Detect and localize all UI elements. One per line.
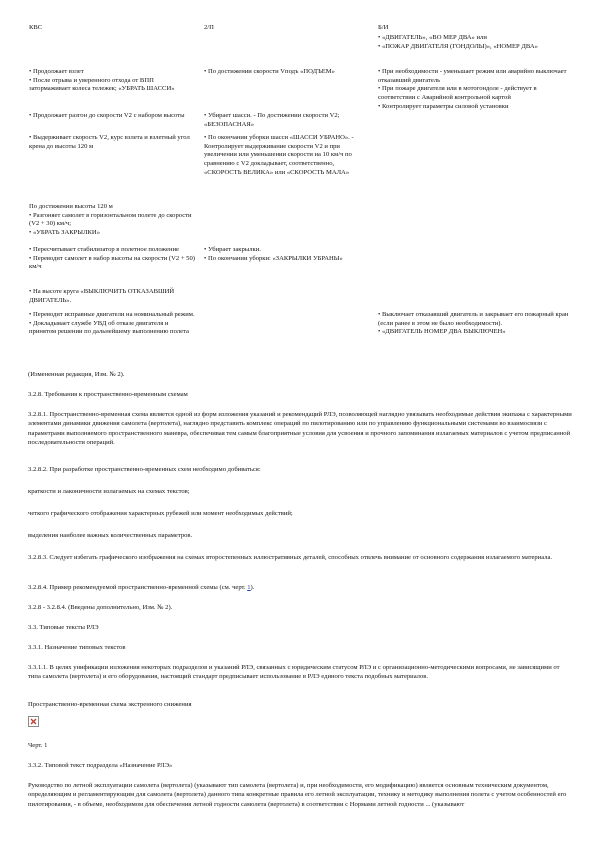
table-cell-r2-c1: • Убирает шасси. - По достижении скорости V2; «БЕЗОПАСНАЯ» (204, 112, 340, 128)
table-cell-r6-c0: • На высоте круга «ВЫКЛЮЧИТЬ ОТКАЗАВШИЙ ДВИГАТЕЛЬ». (29, 288, 175, 304)
broken-image-icon (28, 716, 39, 727)
table-cell-r4-c0: По достижении высоты 120 м • Разгоняет самолет в горизонтальном полете до скорости (V2 + 30) км/ч; • «УБРАТЬ ЗАКРЫЛКИ» (29, 203, 192, 237)
list-item-graphics: четкого графического отображения характерных рубежей или момент необходимых действий; (28, 510, 293, 517)
paragraph-3-3-1-1: 3.3.1.1. В целях унификации изложения некоторых подразделов и указаний РЛЭ, связанных с юридическим статусом РЛЭ и с организационно-методическими вопросами, не зависящими от типа самолета (вертолета) и его оборудования, настоящий стандарт предписывает использование в РЛЭ единого текста подобных материалов. (28, 664, 560, 681)
section-3-3-1-heading: 3.3.1. Назначение типовых текстов (28, 644, 126, 651)
table-cell-r3-c1: • По окончании уборки шасси «ШАССИ УБРАНО». - Контролирует выдерживание скорости V2 и при увеличении или уменьшении скорости на 10 км/ч по сравнению с V2 докладывает, соответственно, «СКОРОСТЬ ВЕЛИКА» или «СКОРОСТЬ МАЛА» (204, 134, 354, 176)
table-cell-r7-c2: • Выключает отказавший двигатель и закрывает его пожарный кран (если ранее в этом не было необходимости). • «ДВИГАТЕЛЬ НОМЕР ДВА ВЫКЛЮЧЕН» (378, 311, 569, 336)
list-item-parameters: выделения наиболее важных количественных параметров. (28, 532, 193, 539)
table-cell-r2-c0: • Продолжает разгон до скорости V2 с набором высоты (29, 112, 185, 119)
table-header-2p: 2/П (204, 24, 214, 31)
table-cell-r3-c0: • Выдерживает скорость V2, курс взлета и взлетный угол крена до высоты 120 м (29, 134, 190, 150)
figure-caption: Пространственно-временная схема экстренного снижения (28, 701, 192, 708)
table-cell-r5-c0: • Пересчитывает стабилизатор в полетное положение • Переводит самолет в набор высоты на скорости (V2 + 50) км/ч (29, 246, 195, 271)
table-header-kvs: КВС (29, 24, 43, 31)
table-cell-r1-c1: • По достижении скорости Vподъ «ПОДЪЕМ» (204, 68, 335, 75)
table-cell-r0-c2: • «ДВИГАТЕЛЬ», «ВО МЕР ДВА» или • «ПОЖАР ДВИГАТЕЛЯ (ГОНДОЛЫ)», «НОМЕР ДВА» (378, 34, 538, 50)
introduced-note: 3.2.8 - 3.2.8.4. (Введены дополнительно, Изм. № 2). (28, 604, 173, 611)
table-header-bi: Б/И (378, 24, 389, 31)
paragraph-3-2-8-3: 3.2.8.3. Следует избегать графического изображения на схемах второстепенных иллюстративных деталей, способных отвлечь внимание от основного содержания излагаемого материала. (28, 554, 553, 561)
paragraph-3-2-8-1: 3.2.8.1. Пространственно-временная схема является одной из форм изложения указаний и рекомендаций РЛЭ, позволяющей наглядно увязывать необходимые действия экипажа с характерными элементами динамики движения самолета (вертолета), наглядно представить комплекс операций по пилотированию или по управлению функциональными системами во взаимосвязи с параметрами выполняемого пространственного маневра, обеспечивая тем самым благоприятные условия для усвоения и прочного запоминания излагаемых материалов с учетом предписанной последовательности операций. (28, 411, 572, 446)
table-cell-r1-c0: • Продолжает взлет • После отрыва и уверенного отхода от ВПП затормаживает колеса тележек; «УБРАТЬ ШАССИ» (29, 68, 175, 93)
section-3-3-2-heading: 3.3.2. Типовой текст подраздела «Назначение РЛЭ» (28, 762, 173, 769)
paragraph-3-2-8-2: 3.2.8.2. При разработке пространственно-временных схем необходимо добиваться: (28, 466, 261, 473)
chart-1-link[interactable]: 1 (247, 584, 251, 591)
table-cell-r5-c1: • Убирает закрылки. • По окончании уборки: «ЗАКРЫЛКИ УБРАНЫ» (204, 246, 343, 262)
paragraph-3-3-2-body: Руководство по летной эксплуатации самолета (вертолета) (указывают тип самолета (вертолета) и, при необходимости, его модификацию) является основным техническим документом, определяющим и регламентирующим для самолета (вертолета) данного типа конкретные правила его летной эксплуатации, технику и методику выполнения полета с учетом особенностей его пилотирования, - в объеме, необходимом для обеспечения летной годности самолета (вертолета) в соответствии с Нормами летной годности ... (указывают (28, 782, 567, 808)
amendment-note: (Измененная редакция, Изм. № 2). (28, 371, 125, 378)
paragraph-3-2-8-4: 3.2.8.4. Пример рекомендуемой пространственно-временной схемы (см. черт. 1). (28, 584, 255, 591)
table-cell-r7-c0: • Переводит исправные двигатели на номинальный режим. • Докладывает службе УВД об отказе двигателя и принятом решении по дальнейшему выполнению полета (29, 311, 195, 336)
chart-label: Черт. 1 (28, 742, 48, 749)
section-3-3-heading: 3.3. Типовые тексты РЛЭ (28, 624, 99, 631)
section-3-2-8-heading: 3.2.8. Требования к пространственно-временным схемам (28, 391, 188, 398)
table-cell-r1-c2: • При необходимости - уменьшает режим или аварийно выключает отказавший двигатель • При пожаре двигателя или в мотогондоле - действует в соответствии с Аварийной контрольной картой • Контролирует параметры силовой установки (378, 68, 567, 110)
list-item-brevity: краткости и лаконичности излагаемых на схемах текстов; (28, 488, 190, 495)
